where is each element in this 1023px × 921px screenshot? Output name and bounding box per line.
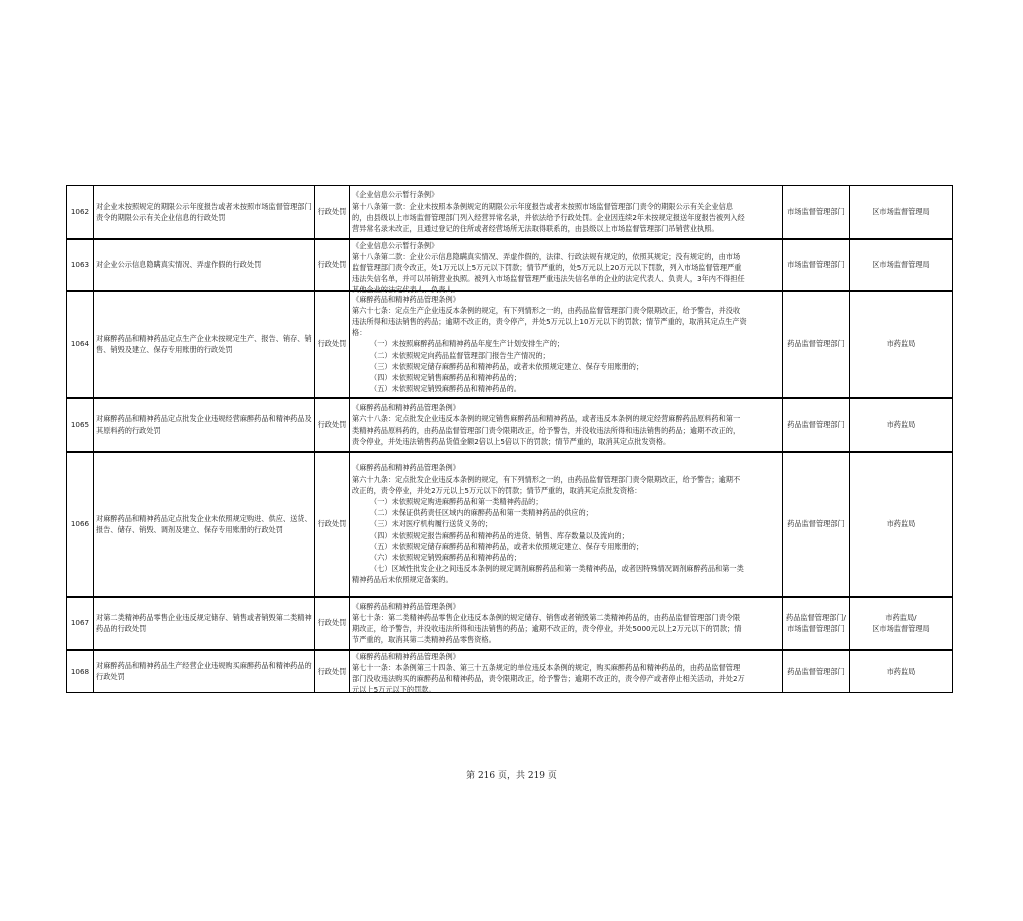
table-row xyxy=(67,239,953,291)
executing-agency-cell xyxy=(850,291,953,398)
legal-basis-line: 营异常名录未改正，且通过登记的住所或者经营场所无法取得联系的，由县级以上市场监督管理部门吊销营业执照。 xyxy=(352,223,719,233)
legal-basis-line: 《企业信息公示暂行条例》 xyxy=(352,240,439,250)
executing-agency-line: 区市场监督管理局 xyxy=(872,259,930,269)
item-name-cell: 对麻醉药品和精神药品定点批发企业违规经营麻醉药品和精神药品及其原料药的行政处罚 xyxy=(94,398,315,452)
item-number-cell: 1068 xyxy=(67,650,94,693)
item-type-cell: 行政处罚 xyxy=(315,650,350,693)
item-name-cell: 对麻醉药品和精神药品定点生产企业未按规定生产、报告、销存、销售、销毁及建立、保存专用账册的行政处罚 xyxy=(94,291,315,398)
department-line: 药品监督管理部门 xyxy=(787,339,845,349)
punishment-table xyxy=(66,185,953,693)
executing-agency-line: 市药监局 xyxy=(886,419,916,429)
table-row xyxy=(67,597,953,650)
executing-agency-cell xyxy=(850,597,953,650)
legal-basis-line: 类精神药品原料药的，由药品监督管理部门责令限期改正，给予警告，并没收违法所得和违法销售的药品；逾期不改正的， xyxy=(352,425,741,435)
executing-agency-cell xyxy=(850,239,953,291)
legal-basis-line: （一）未依照规定购进麻醉药品和第一类精神药品的； xyxy=(370,496,543,506)
legal-basis-cell xyxy=(350,186,783,239)
legal-basis-cell xyxy=(350,597,783,650)
legal-basis-line: （二）未依照规定向药品监督管理部门报告生产情况的； xyxy=(370,350,550,360)
legal-basis-line: 《麻醉药品和精神药品管理条例》 xyxy=(352,601,460,611)
legal-basis-line: 违法所得和违法销售的药品；逾期不改正的，责令停产，并处5万元以上10万元以下的罚款；情节严重的，取消其定点生产资 xyxy=(352,316,747,326)
executing-agency-cell xyxy=(850,452,953,597)
legal-basis-line: 第十八条第二款：企业公示信息隐瞒真实情况、弄虚作假的，法律、行政法规有规定的，依照其规定；没有规定的，由市场 xyxy=(352,251,741,261)
legal-basis-line: 的，由县级以上市场监督管理部门列入经营异常名录，并依法给予行政处罚。企业因连续2年未按规定报送年度报告被列入经 xyxy=(352,212,745,222)
legal-basis-line: 其他企业的法定代表人、负责人。 xyxy=(352,285,460,295)
item-type-cell: 行政处罚 xyxy=(315,239,350,291)
department-cell xyxy=(783,398,850,452)
department-cell xyxy=(783,186,850,239)
table-row xyxy=(67,650,953,693)
legal-basis-line: 监督管理部门责令改正，处1万元以上5万元以下罚款；情节严重的，处5万元以上20万元以下罚款，列入市场监督管理严重 xyxy=(352,262,742,272)
legal-basis-line: 责令停业，并处违法销售药品货值金额2倍以上5倍以下的罚款；情节严重的，取消其定点批发资格。 xyxy=(352,436,671,446)
legal-basis-cell xyxy=(350,398,783,452)
department-line: 药品监督管理部门 xyxy=(787,519,845,529)
legal-basis-line: 改正的，责令停业，并处2万元以上5万元以下的罚款；情节严重的，取消其定点批发资格： xyxy=(352,485,642,495)
legal-basis-line: 第六十八条：定点批发企业违反本条例的规定销售麻醉药品和精神药品，或者违反本条例的规定经营麻醉药品原料药和第一 xyxy=(352,414,741,424)
item-number-cell: 1066 xyxy=(67,452,94,597)
department-line: 市场监督管理部门 xyxy=(787,624,845,633)
legal-basis-line: （三）未对医疗机构履行送货义务的； xyxy=(370,519,493,529)
legal-basis-line: 第六十九条：定点批发企业违反本条例的规定，有下列情形之一的，由药品监督管理部门责令限期改正，给予警告；逾期不 xyxy=(352,474,741,484)
legal-basis-line: 《麻醉药品和精神药品管理条例》 xyxy=(352,294,460,304)
department-cell xyxy=(783,597,850,650)
item-type-cell: 行政处罚 xyxy=(315,597,350,650)
legal-basis-line: （三）未依照规定储存麻醉药品和精神药品，或者未依照规定建立、保存专用账册的； xyxy=(370,361,644,371)
table-row xyxy=(67,452,953,597)
department-line: 药品监督管理部门/ xyxy=(786,612,846,622)
legal-basis-text xyxy=(352,294,780,395)
legal-basis-text xyxy=(352,240,780,295)
executing-agency-line: 市药监局 xyxy=(886,519,916,529)
legal-basis-text xyxy=(352,189,780,234)
item-type-cell: 行政处罚 xyxy=(315,452,350,597)
legal-basis-line: 第十八条第一款：企业未按照本条例规定的期限公示年度报告或者未按照市场监督管理部门责令的期限公示有关企业信息 xyxy=(352,201,733,211)
legal-basis-line: （四）未依照规定销售麻醉药品和精神药品的； xyxy=(370,373,521,382)
executing-agency-cell xyxy=(850,398,953,452)
page-footer: 第 216 页，共 219 页 xyxy=(466,771,557,781)
legal-basis-line: （一）未按照麻醉药品和精神药品年度生产计划安排生产的； xyxy=(370,339,565,349)
legal-basis-line: 《麻醉药品和精神药品管理条例》 xyxy=(352,463,460,473)
legal-basis-line: 节严重的，取消其第二类精神药品零售资格。 xyxy=(352,635,496,645)
legal-basis-text xyxy=(352,402,780,447)
department-cell xyxy=(783,239,850,291)
legal-basis-line: 元以上5万元以下的罚款。 xyxy=(352,685,436,695)
item-number-cell: 1064 xyxy=(67,291,94,398)
item-number-cell: 1065 xyxy=(67,398,94,452)
department-cell xyxy=(783,650,850,693)
legal-basis-line: 精神药品后未依照规定备案的。 xyxy=(352,575,453,585)
table-row xyxy=(67,186,953,239)
legal-basis-line: 部门没收违法购买的麻醉药品和精神药品，责令限期改正，给予警告；逾期不改正的，责令停产或者停止相关活动，并处2万 xyxy=(352,674,745,684)
legal-basis-cell xyxy=(350,452,783,597)
item-name-cell: 对企业公示信息隐瞒真实情况、弄虚作假的行政处罚 xyxy=(94,239,315,291)
legal-basis-cell xyxy=(350,239,783,295)
legal-basis-line: 第七十一条：本条例第三十四条、第三十五条规定的单位违反本条例的规定，购买麻醉药品和精神药品的，由药品监督管理 xyxy=(352,662,741,672)
executing-agency-line: 市药监局 xyxy=(886,666,916,676)
legal-basis-line: （五）未依照规定储存麻醉药品和精神药品，或者未依照规定建立、保存专用账册的； xyxy=(370,541,644,551)
legal-basis-line: 期改正，给予警告，并没收违法所得和违法销售的药品；逾期不改正的，责令停业，并处5000元以上2万元以下的罚款；情 xyxy=(352,624,742,633)
item-type-cell: 行政处罚 xyxy=(315,186,350,239)
legal-basis-line: （五）未依照规定销毁麻醉药品和精神药品的。 xyxy=(370,384,521,394)
executing-agency-cell xyxy=(850,650,953,693)
department-line: 市场监督管理部门 xyxy=(787,259,845,269)
executing-agency-cell xyxy=(850,186,953,239)
table-row xyxy=(67,398,953,452)
item-name-cell: 对企业未按照规定的期限公示年度报告或者未按照市场监督管理部门责令的期限公示有关企业信息的行政处罚 xyxy=(94,186,315,239)
legal-basis-line: （二）未保证供药责任区域内的麻醉药品和第一类精神药品的供应的； xyxy=(370,508,593,518)
legal-basis-text xyxy=(352,651,780,695)
legal-basis-line: 格： xyxy=(352,328,367,338)
item-name-cell: 对麻醉药品和精神药品定点批发企业未依照规定购进、供应、送货、报告、储存、销毁、调剂及建立、保存专用账册的行政处罚 xyxy=(94,452,315,597)
legal-basis-line: 《麻醉药品和精神药品管理条例》 xyxy=(352,651,460,661)
executing-agency-line: 市药监局 xyxy=(886,339,916,349)
item-type-cell: 行政处罚 xyxy=(315,291,350,398)
item-name-cell: 对第二类精神药品零售企业违反规定储存、销售或者销毁第二类精神药品的行政处罚 xyxy=(94,597,315,650)
item-number-cell: 1062 xyxy=(67,186,94,239)
item-number-cell: 1063 xyxy=(67,239,94,291)
department-line: 药品监督管理部门 xyxy=(787,666,845,676)
department-cell xyxy=(783,452,850,597)
legal-basis-text xyxy=(352,601,780,646)
legal-basis-line: 第六十七条：定点生产企业违反本条例的规定，有下列情形之一的，由药品监督管理部门责令限期改正，给予警告，并没收 xyxy=(352,305,741,315)
legal-basis-line: （七）区域性批发企业之间违反本条例的规定调剂麻醉药品和第一类精神药品，或者因特殊情况调剂麻醉药品和第一类 xyxy=(370,564,744,574)
department-line: 药品监督管理部门 xyxy=(787,419,845,429)
legal-basis-line: 第七十条：第二类精神药品零售企业违反本条例的规定储存、销售或者销毁第二类精神药品的，由药品监督管理部门责令限 xyxy=(352,612,741,622)
legal-basis-line: （四）未依照规定报告麻醉药品和精神药品的进货、销售、库存数量以及流向的； xyxy=(370,530,629,540)
legal-basis-line: （六）未依照规定销毁麻醉药品和精神药品的； xyxy=(370,553,521,562)
legal-basis-line: 《麻醉药品和精神药品管理条例》 xyxy=(352,403,460,413)
legal-basis-text xyxy=(352,462,780,585)
legal-basis-cell xyxy=(350,650,783,693)
table-row xyxy=(67,291,953,398)
item-number-cell: 1067 xyxy=(67,597,94,650)
executing-agency-line: 区市场监督管理局 xyxy=(872,207,930,217)
department-cell xyxy=(783,291,850,398)
department-line: 市场监督管理部门 xyxy=(787,207,845,217)
legal-basis-line: 《企业信息公示暂行条例》 xyxy=(352,190,439,200)
executing-agency-line: 市药监局/ xyxy=(885,612,917,622)
executing-agency-line: 区市场监督管理局 xyxy=(872,624,930,633)
legal-basis-line: 违法失信名单，并可以吊销营业执照。被列入市场监督管理严重违法失信名单的企业的法定代表人、负责人，3年内不得担任 xyxy=(352,274,745,284)
item-name-cell: 对麻醉药品和精神药品生产经营企业违规购买麻醉药品和精神药品的行政处罚 xyxy=(94,650,315,693)
item-type-cell: 行政处罚 xyxy=(315,398,350,452)
legal-basis-cell xyxy=(350,291,783,398)
